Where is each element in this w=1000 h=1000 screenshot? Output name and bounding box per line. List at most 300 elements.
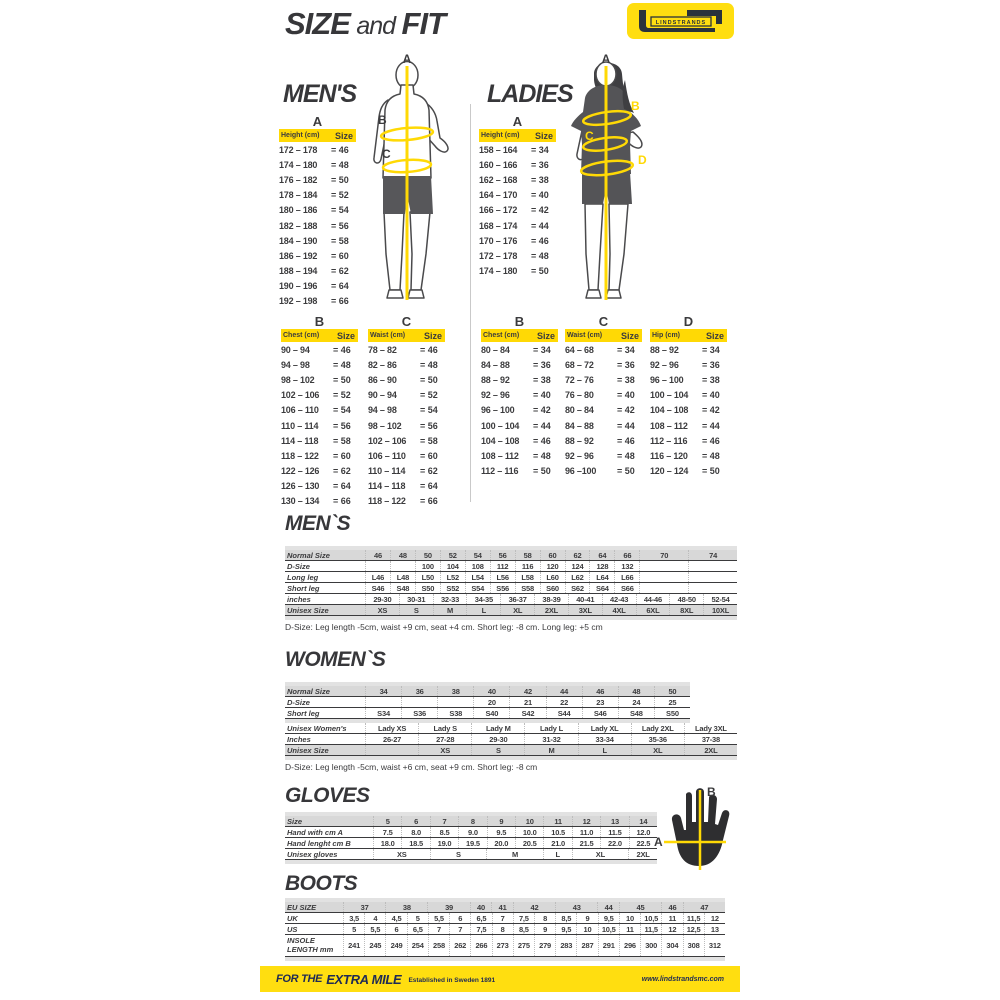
range-cell: 164 – 170 (479, 190, 518, 201)
value-cell: 54 (465, 550, 490, 560)
row-label: Unisex Women's (287, 723, 347, 733)
size-cell: = 46 (531, 235, 549, 246)
column-header-size: Size (536, 330, 555, 341)
size-row (481, 372, 558, 387)
measure-letter: D (683, 314, 694, 329)
size-row (281, 479, 358, 494)
title-and: and (356, 12, 396, 40)
value-cell: 254 (407, 935, 428, 956)
size-row (650, 403, 727, 418)
value-cell: 11,5 (683, 913, 704, 923)
size-cell: = 36 (531, 159, 549, 170)
size-row (565, 433, 642, 448)
row-label: D-Size (287, 697, 310, 707)
size-cell: = 48 (533, 450, 551, 461)
value-cell: 11 (619, 924, 640, 934)
range-cell: 82 – 86 (368, 359, 397, 370)
range-cell: 160 – 166 (479, 159, 518, 170)
value-cell: 9.0 (458, 827, 486, 837)
value-cell: Lady XL (578, 723, 631, 733)
value-cell: 64 (589, 550, 614, 560)
size-row (368, 433, 445, 448)
range-cell: 94 – 98 (281, 359, 310, 370)
column-header-size: Size (705, 330, 724, 341)
value-cell: M (433, 605, 467, 615)
size-row (279, 142, 356, 157)
size-cell: = 62 (333, 466, 351, 477)
ladies-chest-table (481, 314, 558, 479)
male-leg (384, 212, 404, 290)
value-cell: S50 (415, 583, 440, 593)
size-cell: = 56 (331, 220, 349, 231)
column-header-measure: Height (cm) (281, 132, 320, 139)
size-cell: = 36 (702, 359, 720, 370)
value-cell: XS (365, 605, 399, 615)
measure-letter: C (598, 314, 609, 329)
size-cell: = 50 (420, 374, 438, 385)
ladies-waist-table (565, 314, 642, 479)
size-row (281, 403, 358, 418)
value-cell: 10.0 (515, 827, 543, 837)
value-cell (365, 561, 390, 571)
row-label: US (287, 924, 298, 934)
table-row (285, 723, 737, 734)
range-cell: 88 – 92 (481, 374, 510, 385)
value-cell: 9 (534, 924, 555, 934)
size-row (565, 388, 642, 403)
value-cell: 8 (492, 924, 513, 934)
range-cell: 118 – 122 (368, 496, 406, 507)
size-cell: = 48 (702, 450, 720, 461)
size-cell: = 46 (702, 435, 720, 446)
value-cell: S58 (515, 583, 540, 593)
size-row (368, 372, 445, 387)
range-cell: 126 – 130 (281, 481, 320, 492)
row-label: Normal Size (287, 686, 330, 696)
footer-bar (260, 966, 740, 992)
size-row (281, 448, 358, 463)
mens-height-table (279, 114, 356, 309)
size-cell: = 50 (702, 466, 720, 477)
size-cell: = 34 (531, 144, 549, 155)
size-cell: = 60 (333, 450, 351, 461)
size-row (479, 248, 556, 263)
row-label: Short leg (287, 708, 320, 718)
column-header-measure: Waist (cm) (370, 332, 406, 339)
value-cell (390, 561, 415, 571)
value-cell: 287 (576, 935, 597, 956)
gloves-table-title: GLOVES (285, 784, 370, 807)
table-header (650, 329, 727, 342)
value-cell: S66 (614, 583, 639, 593)
size-row (481, 342, 558, 357)
value-cell: 11,5 (640, 924, 661, 934)
value-cell: 5 (407, 913, 428, 923)
value-cell: 300 (640, 935, 661, 956)
range-cell: 174 – 180 (279, 159, 318, 170)
size-row (281, 388, 358, 403)
size-cell: = 58 (331, 235, 349, 246)
value-cell: 8.0 (401, 827, 429, 837)
male-leg (410, 212, 430, 290)
boots-table-title: BOOTS (285, 872, 358, 895)
column-header-size: Size (334, 130, 353, 141)
size-row (650, 388, 727, 403)
size-cell: = 42 (617, 405, 635, 416)
row-label: INSOLE LENGTH mm (287, 936, 334, 954)
size-cell: = 60 (331, 250, 349, 261)
value-cell: 12,5 (683, 924, 704, 934)
range-cell: 106 – 110 (368, 450, 406, 461)
value-cell: 10.5 (543, 827, 571, 837)
womens-size-note: D-Size: Leg length -5cm, waist +6 cm, seat +9 cm. Short leg: -8 cm (285, 762, 538, 772)
size-cell: = 42 (533, 405, 551, 416)
size-cell: = 46 (420, 344, 438, 355)
value-cell: 20.0 (487, 838, 515, 848)
range-cell: 108 – 112 (650, 420, 688, 431)
range-cell: 104 – 108 (481, 435, 520, 446)
value-cell: L (578, 745, 631, 755)
size-row (565, 372, 642, 387)
size-row (650, 372, 727, 387)
mens-section-title: MEN'S (283, 80, 357, 108)
size-row (565, 418, 642, 433)
value-cell: 5,5 (364, 924, 385, 934)
value-cell: 2XL (684, 745, 737, 755)
value-cell: S50 (654, 708, 690, 718)
size-row (279, 264, 356, 279)
range-cell: 176 – 182 (279, 174, 318, 185)
row-label: inches (287, 594, 311, 604)
range-cell: 78 – 82 (368, 344, 397, 355)
size-row (479, 157, 556, 172)
row-label: D-Size (287, 561, 310, 571)
mens-size-table-title: MEN`S (285, 512, 351, 535)
value-cell: 18.5 (401, 838, 429, 848)
range-cell: 90 – 94 (368, 390, 397, 401)
size-row (481, 448, 558, 463)
column-header-measure: Chest (cm) (483, 332, 520, 339)
size-row (479, 218, 556, 233)
table-row (285, 734, 737, 745)
measure-letter: C (401, 314, 412, 329)
table-row (285, 816, 657, 827)
range-cell: 162 – 168 (479, 174, 518, 185)
value-cell: S54 (465, 583, 490, 593)
value-cell: M (486, 849, 543, 859)
row-label: Hand lenght cm B (287, 838, 351, 848)
size-cell: = 56 (420, 420, 438, 431)
value-cell: 112 (490, 561, 515, 571)
value-cell: 11.5 (600, 827, 628, 837)
size-cell: = 64 (333, 481, 351, 492)
value-cell: 2XL (534, 605, 568, 615)
range-cell: 190 – 196 (279, 281, 318, 292)
size-row (281, 464, 358, 479)
ladies-section-title: LADIES (487, 80, 573, 108)
size-cell: = 42 (531, 205, 549, 216)
value-cell: 6,5 (470, 913, 491, 923)
value-cell: 6 (401, 816, 429, 826)
size-cell: = 36 (533, 359, 551, 370)
range-cell: 110 – 114 (281, 420, 319, 431)
column-header-measure: Hip (cm) (652, 332, 680, 339)
mens-waist-table (368, 314, 445, 509)
value-cell: S64 (589, 583, 614, 593)
size-cell: = 48 (331, 159, 349, 170)
value-cell: 27-28 (418, 734, 471, 744)
size-row (479, 264, 556, 279)
value-cell: XL (631, 745, 684, 755)
size-cell: = 46 (333, 344, 351, 355)
value-cell: L52 (440, 572, 465, 582)
value-cell: 7,5 (470, 924, 491, 934)
value-cell: 44-46 (636, 594, 670, 604)
row-label: Normal Size (287, 550, 330, 560)
size-cell: = 58 (333, 435, 351, 446)
value-cell: Lady S (418, 723, 471, 733)
value-cell: XL (500, 605, 534, 615)
range-cell: 180 – 186 (279, 205, 318, 216)
value-cell: 25 (654, 697, 690, 707)
value-cell: 258 (428, 935, 449, 956)
value-cell: 266 (470, 935, 491, 956)
value-cell: 10XL (703, 605, 737, 615)
size-row (481, 418, 558, 433)
range-cell: 112 – 116 (650, 435, 688, 446)
size-row (565, 448, 642, 463)
footer-slogan-bold: EXTRA MILE (326, 971, 402, 987)
value-cell (401, 697, 437, 707)
value-cell: 132 (614, 561, 639, 571)
table-header (565, 329, 642, 342)
logo-wordmark: LINDSTRANDS (655, 20, 707, 26)
row-label: UK (287, 913, 298, 923)
size-cell: = 44 (533, 420, 551, 431)
value-cell: 36 (401, 686, 437, 696)
value-cell: 21.0 (543, 838, 571, 848)
value-cell: 24 (618, 697, 654, 707)
value-cell: 116 (515, 561, 540, 571)
range-cell: 192 – 198 (279, 296, 318, 307)
value-cell: 44 (597, 902, 619, 912)
value-cell: 9 (576, 913, 597, 923)
table-header (279, 129, 356, 142)
size-row (368, 494, 445, 509)
size-cell: = 44 (617, 420, 635, 431)
value-cell: 26-27 (365, 734, 418, 744)
value-cell: 48 (618, 686, 654, 696)
range-cell: 114 – 118 (368, 481, 406, 492)
range-cell: 108 – 112 (481, 450, 519, 461)
female-foot (606, 290, 621, 298)
range-cell: 172 – 178 (279, 144, 318, 155)
size-row (281, 372, 358, 387)
range-cell: 110 – 114 (368, 466, 406, 477)
value-cell: S34 (365, 708, 401, 718)
value-cell: 42 (513, 902, 555, 912)
size-row (279, 157, 356, 172)
male-foot (408, 290, 424, 298)
column-header-size: Size (620, 330, 639, 341)
range-cell: 118 – 122 (281, 450, 319, 461)
value-cell: Lady M (471, 723, 524, 733)
size-row (650, 418, 727, 433)
value-cell: 31-32 (524, 734, 577, 744)
value-cell: 4XL (602, 605, 636, 615)
value-cell: 20 (473, 697, 509, 707)
size-cell: = 44 (531, 220, 549, 231)
range-cell: 92 – 96 (650, 359, 679, 370)
value-cell: 35-36 (631, 734, 684, 744)
size-row (481, 464, 558, 479)
size-cell: = 66 (420, 496, 438, 507)
value-cell: 312 (704, 935, 725, 956)
range-cell: 114 – 118 (281, 435, 319, 446)
value-cell: S38 (437, 708, 473, 718)
table-row (285, 935, 725, 957)
value-cell: L54 (465, 572, 490, 582)
range-cell: 88 – 92 (650, 344, 679, 355)
size-cell: = 52 (333, 390, 351, 401)
value-cell: 19.5 (458, 838, 486, 848)
value-cell: S46 (365, 583, 390, 593)
range-cell: 92 – 96 (565, 450, 594, 461)
value-cell: 2XL (628, 849, 657, 859)
size-row (368, 464, 445, 479)
value-cell: XS (418, 745, 471, 755)
size-row (279, 218, 356, 233)
size-row (650, 448, 727, 463)
value-cell: 44 (546, 686, 582, 696)
value-cell (365, 697, 401, 707)
value-cell: S42 (509, 708, 545, 718)
range-cell: 100 – 104 (650, 390, 689, 401)
range-cell: 80 – 84 (481, 344, 510, 355)
value-cell: 37 (343, 902, 385, 912)
row-label: Unisex gloves (287, 849, 338, 859)
column-header-size: Size (423, 330, 442, 341)
value-cell: 14 (629, 816, 657, 826)
size-cell: = 34 (617, 344, 635, 355)
value-cell: 74 (688, 550, 737, 560)
value-cell: 9,5 (598, 913, 619, 923)
value-cell: 9 (487, 816, 515, 826)
value-cell: 283 (555, 935, 576, 956)
row-label: Size (287, 816, 303, 826)
value-cell: 10,5 (640, 913, 661, 923)
range-cell: 166 – 172 (479, 205, 518, 216)
female-foot (586, 290, 601, 298)
size-row (368, 342, 445, 357)
range-cell: 72 – 76 (565, 374, 594, 385)
size-row (368, 388, 445, 403)
size-cell: = 38 (617, 374, 635, 385)
value-cell (365, 745, 418, 755)
value-cell: 8,5 (555, 913, 576, 923)
size-cell: = 54 (420, 405, 438, 416)
size-cell: = 42 (702, 405, 720, 416)
range-cell: 184 – 190 (279, 235, 318, 246)
size-cell: = 46 (533, 435, 551, 446)
size-cell: = 56 (333, 420, 351, 431)
range-cell: 158 – 164 (479, 144, 518, 155)
value-cell: 52 (440, 550, 465, 560)
size-row (479, 142, 556, 157)
table-row (285, 583, 737, 594)
value-cell: 6 (385, 924, 406, 934)
hand-measure-illustration (652, 786, 732, 878)
value-cell: 41 (491, 902, 513, 912)
value-cell: 308 (683, 935, 704, 956)
value-cell: XL (572, 849, 629, 859)
table-row (285, 849, 657, 860)
table-header (479, 129, 556, 142)
value-cell: 38-39 (534, 594, 568, 604)
row-label: Inches (287, 734, 311, 744)
value-cell: 43 (555, 902, 597, 912)
value-cell: 23 (582, 697, 618, 707)
size-row (481, 403, 558, 418)
value-cell: S56 (490, 583, 515, 593)
size-row (565, 342, 642, 357)
measure-label-d: D (638, 153, 647, 167)
table-row (285, 572, 737, 583)
size-cell: = 64 (420, 481, 438, 492)
value-cell: L (543, 849, 572, 859)
table-header (481, 329, 558, 342)
measure-label-c: C (585, 129, 594, 143)
measure-label-b: B (378, 113, 387, 127)
size-row (368, 403, 445, 418)
range-cell: 182 – 188 (279, 220, 318, 231)
row-label: Unisex Size (287, 605, 329, 615)
value-cell: 46 (661, 902, 683, 912)
value-cell: 21 (509, 697, 545, 707)
size-cell: = 38 (531, 174, 549, 185)
value-cell: 18.0 (373, 838, 401, 848)
value-cell: 36-37 (500, 594, 534, 604)
measure-letter: B (314, 314, 325, 329)
size-cell: = 50 (531, 266, 549, 277)
measure-label-c: C (382, 147, 391, 161)
section-divider (470, 104, 471, 502)
value-cell: 10,5 (598, 924, 619, 934)
value-cell: 30-31 (399, 594, 433, 604)
value-cell: 104 (440, 561, 465, 571)
value-cell: 291 (598, 935, 619, 956)
value-cell: 4 (364, 913, 385, 923)
size-row (281, 433, 358, 448)
column-header-size: Size (534, 130, 553, 141)
value-cell: 3XL (568, 605, 602, 615)
size-row (479, 172, 556, 187)
range-cell: 178 – 184 (279, 190, 318, 201)
female-leg (609, 204, 628, 290)
table-row (285, 605, 737, 616)
value-cell: XS (373, 849, 430, 859)
footer-website-link[interactable]: www.lindstrandsmc.com (641, 975, 724, 983)
value-cell: 120 (540, 561, 565, 571)
value-cell: 108 (465, 561, 490, 571)
value-cell: 4,5 (385, 913, 406, 923)
value-cell: L (466, 605, 500, 615)
footer-established: Established in Sweden 1891 (408, 977, 496, 984)
row-label: Hand with cm A (287, 827, 343, 837)
size-row (368, 418, 445, 433)
size-row (279, 203, 356, 218)
value-cell: 5 (343, 924, 364, 934)
